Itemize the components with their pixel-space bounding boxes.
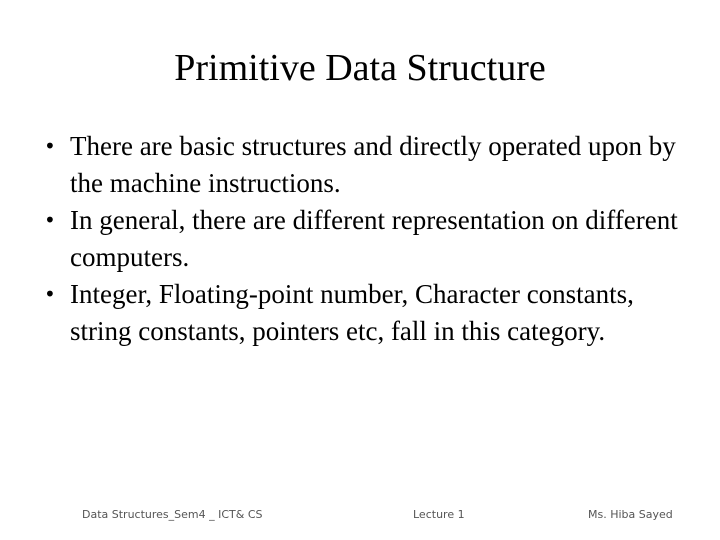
bullet-item	[44, 276, 694, 350]
bullet-icon: •	[44, 208, 56, 232]
bullet-item	[44, 202, 694, 276]
bullet-text: Integer, Floating-point number, Character constants, string constants, pointers etc, fall in this category.	[70, 279, 634, 346]
bullet-icon: •	[44, 134, 56, 158]
slide-title: Primitive Data Structure	[174, 47, 546, 89]
bullet-text: There are basic structures and directly operated upon by the machine instructions.	[70, 131, 676, 198]
bullet-icon: •	[44, 282, 56, 306]
bullet-list	[44, 128, 694, 350]
footer-lecture: Lecture 1	[413, 508, 465, 521]
footer-author: Ms. Hiba Sayed	[588, 508, 673, 521]
footer-course: Data Structures_Sem4 _ ICT& CS	[82, 508, 263, 521]
bullet-text: In general, there are different representation on different computers.	[70, 205, 678, 272]
bullet-item	[44, 128, 694, 202]
